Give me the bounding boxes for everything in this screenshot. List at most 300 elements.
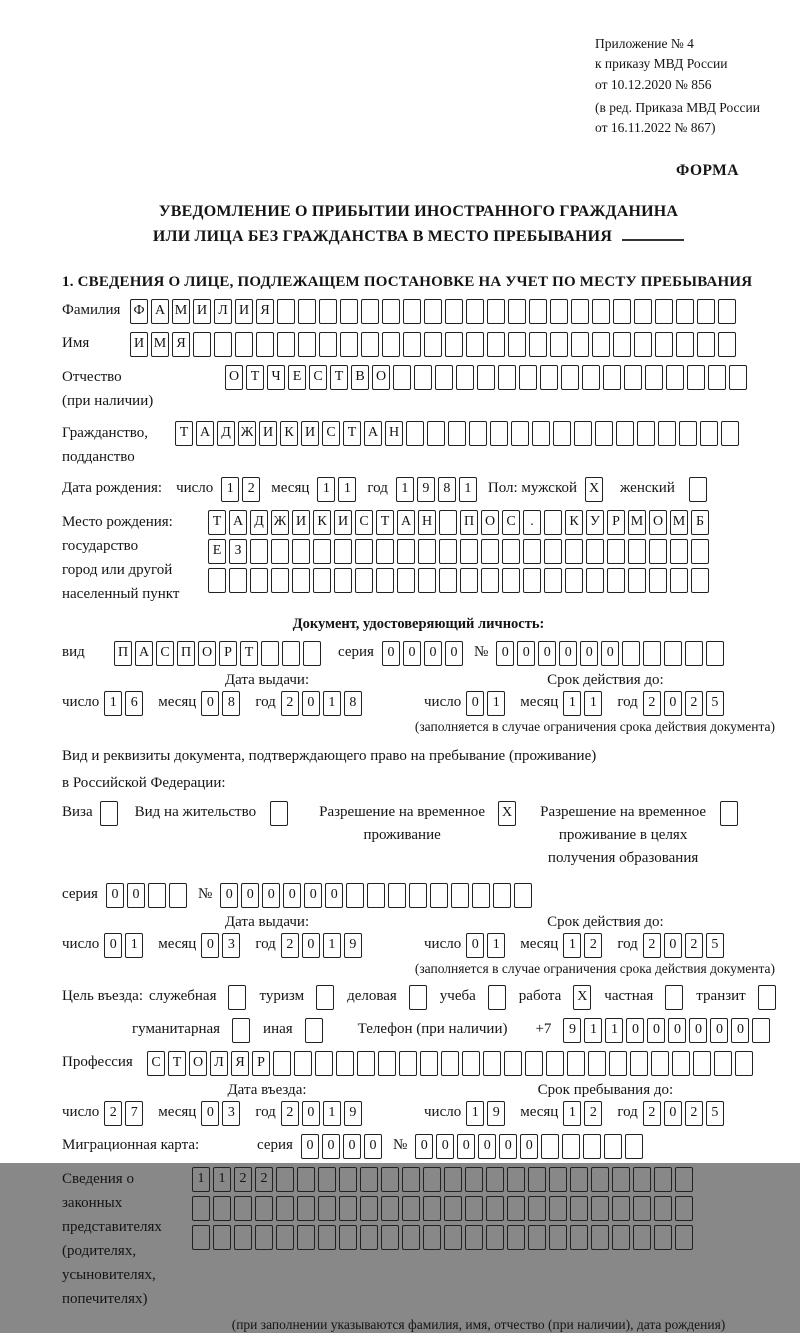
char-box[interactable]: Л: [210, 1051, 228, 1076]
char-box[interactable]: [439, 568, 457, 593]
char-box[interactable]: [193, 332, 211, 357]
char-box[interactable]: 0: [517, 641, 535, 666]
char-box[interactable]: [628, 539, 646, 564]
char-box[interactable]: [100, 801, 118, 826]
char-box[interactable]: .: [523, 510, 541, 535]
char-box[interactable]: 3: [222, 1101, 240, 1126]
char-box[interactable]: [444, 1167, 462, 1192]
char-box[interactable]: Т: [330, 365, 348, 390]
char-box[interactable]: [507, 1225, 525, 1250]
char-box[interactable]: П: [460, 510, 478, 535]
char-box[interactable]: 5: [706, 933, 724, 958]
char-box[interactable]: 0: [520, 1134, 538, 1159]
char-box[interactable]: [613, 332, 631, 357]
char-box[interactable]: [645, 365, 663, 390]
char-box[interactable]: 1: [487, 933, 505, 958]
char-box[interactable]: Д: [217, 421, 235, 446]
char-box[interactable]: [435, 365, 453, 390]
char-box[interactable]: [486, 1167, 504, 1192]
char-box[interactable]: 1: [125, 933, 143, 958]
char-box[interactable]: [523, 539, 541, 564]
char-box[interactable]: Т: [343, 421, 361, 446]
char-box[interactable]: 5: [706, 691, 724, 716]
char-box[interactable]: К: [565, 510, 583, 535]
char-box[interactable]: [588, 1051, 606, 1076]
char-box[interactable]: [706, 641, 724, 666]
char-box[interactable]: 0: [499, 1134, 517, 1159]
char-box[interactable]: [561, 365, 579, 390]
char-box[interactable]: [318, 1225, 336, 1250]
char-box[interactable]: [549, 1167, 567, 1192]
char-box[interactable]: 2: [685, 933, 703, 958]
char-box[interactable]: 0: [415, 1134, 433, 1159]
char-box[interactable]: [271, 568, 289, 593]
char-box[interactable]: [591, 1196, 609, 1221]
char-box[interactable]: 5: [706, 1101, 724, 1126]
char-box[interactable]: 0: [201, 691, 219, 716]
char-box[interactable]: Я: [231, 1051, 249, 1076]
char-box[interactable]: [256, 332, 274, 357]
char-box[interactable]: [261, 641, 279, 666]
char-box[interactable]: [637, 421, 655, 446]
char-box[interactable]: [445, 299, 463, 324]
char-box[interactable]: [418, 568, 436, 593]
char-box[interactable]: [511, 421, 529, 446]
char-box[interactable]: [655, 299, 673, 324]
char-box[interactable]: И: [292, 510, 310, 535]
char-box[interactable]: [234, 1196, 252, 1221]
char-box[interactable]: Р: [252, 1051, 270, 1076]
char-box[interactable]: 6: [125, 691, 143, 716]
char-box[interactable]: [493, 883, 511, 908]
char-box[interactable]: 0: [436, 1134, 454, 1159]
char-box[interactable]: 1: [213, 1167, 231, 1192]
char-box[interactable]: [549, 1196, 567, 1221]
char-box[interactable]: [276, 1167, 294, 1192]
char-box[interactable]: [630, 1051, 648, 1076]
char-box[interactable]: [234, 1225, 252, 1250]
char-box[interactable]: [488, 985, 506, 1010]
char-box[interactable]: [397, 568, 415, 593]
char-box[interactable]: [427, 421, 445, 446]
char-box[interactable]: [483, 1051, 501, 1076]
char-box[interactable]: Т: [208, 510, 226, 535]
char-box[interactable]: [402, 1167, 420, 1192]
char-box[interactable]: [532, 421, 550, 446]
char-box[interactable]: [672, 1051, 690, 1076]
char-box[interactable]: С: [355, 510, 373, 535]
char-box[interactable]: [654, 1225, 672, 1250]
char-box[interactable]: [607, 568, 625, 593]
char-box[interactable]: [758, 985, 776, 1010]
char-box[interactable]: 1: [584, 1018, 602, 1043]
char-box[interactable]: [574, 421, 592, 446]
char-box[interactable]: [604, 1134, 622, 1159]
char-box[interactable]: А: [397, 510, 415, 535]
char-box[interactable]: 2: [255, 1167, 273, 1192]
char-box[interactable]: [528, 1225, 546, 1250]
char-box[interactable]: [232, 1018, 250, 1043]
char-box[interactable]: [729, 365, 747, 390]
char-box[interactable]: [691, 539, 709, 564]
char-box[interactable]: [486, 1196, 504, 1221]
char-box[interactable]: 0: [241, 883, 259, 908]
char-box[interactable]: М: [151, 332, 169, 357]
char-box[interactable]: И: [259, 421, 277, 446]
char-box[interactable]: 1: [605, 1018, 623, 1043]
char-box[interactable]: [462, 1051, 480, 1076]
char-box[interactable]: [298, 299, 316, 324]
char-box[interactable]: 0: [457, 1134, 475, 1159]
char-box[interactable]: [685, 641, 703, 666]
char-box[interactable]: [487, 299, 505, 324]
char-box[interactable]: [583, 1134, 601, 1159]
char-box[interactable]: 0: [478, 1134, 496, 1159]
char-box[interactable]: [541, 1134, 559, 1159]
char-box[interactable]: 1: [563, 933, 581, 958]
char-box[interactable]: 1: [104, 691, 122, 716]
char-box[interactable]: [361, 299, 379, 324]
char-box[interactable]: [546, 1051, 564, 1076]
char-box[interactable]: 1: [221, 477, 239, 502]
char-box[interactable]: [336, 1051, 354, 1076]
char-box[interactable]: [582, 365, 600, 390]
char-box[interactable]: [658, 421, 676, 446]
char-box[interactable]: [466, 299, 484, 324]
char-box[interactable]: [378, 1051, 396, 1076]
char-box[interactable]: 1: [338, 477, 356, 502]
char-box[interactable]: 0: [302, 691, 320, 716]
char-box[interactable]: [297, 1225, 315, 1250]
char-box[interactable]: 2: [643, 691, 661, 716]
char-box[interactable]: [603, 365, 621, 390]
char-box[interactable]: Д: [250, 510, 268, 535]
char-box[interactable]: [528, 1167, 546, 1192]
char-box[interactable]: А: [364, 421, 382, 446]
char-box[interactable]: [292, 539, 310, 564]
char-box[interactable]: [721, 421, 739, 446]
char-box[interactable]: [529, 299, 547, 324]
char-box[interactable]: [643, 641, 661, 666]
char-box[interactable]: [544, 568, 562, 593]
char-box[interactable]: О: [189, 1051, 207, 1076]
char-box[interactable]: К: [313, 510, 331, 535]
char-box[interactable]: [297, 1167, 315, 1192]
char-box[interactable]: Т: [240, 641, 258, 666]
char-box[interactable]: 0: [664, 933, 682, 958]
char-box[interactable]: 0: [325, 883, 343, 908]
char-box[interactable]: 0: [601, 641, 619, 666]
char-box[interactable]: [708, 365, 726, 390]
char-box[interactable]: [271, 539, 289, 564]
char-box[interactable]: [229, 568, 247, 593]
char-box[interactable]: 0: [382, 641, 400, 666]
char-box[interactable]: [346, 883, 364, 908]
char-box[interactable]: Е: [208, 539, 226, 564]
char-box[interactable]: [192, 1196, 210, 1221]
char-box[interactable]: [402, 1225, 420, 1250]
char-box[interactable]: 1: [323, 933, 341, 958]
char-box[interactable]: [633, 1196, 651, 1221]
char-box[interactable]: [592, 299, 610, 324]
char-box[interactable]: X: [585, 477, 603, 502]
char-box[interactable]: [381, 1196, 399, 1221]
char-box[interactable]: Р: [219, 641, 237, 666]
char-box[interactable]: 0: [664, 691, 682, 716]
char-box[interactable]: [540, 365, 558, 390]
char-box[interactable]: О: [649, 510, 667, 535]
char-box[interactable]: У: [586, 510, 604, 535]
char-box[interactable]: [445, 332, 463, 357]
char-box[interactable]: [591, 1167, 609, 1192]
char-box[interactable]: 8: [222, 691, 240, 716]
char-box[interactable]: [382, 299, 400, 324]
char-box[interactable]: [670, 539, 688, 564]
char-box[interactable]: О: [225, 365, 243, 390]
char-box[interactable]: [250, 539, 268, 564]
char-box[interactable]: [277, 299, 295, 324]
char-box[interactable]: [276, 1225, 294, 1250]
char-box[interactable]: [430, 883, 448, 908]
char-box[interactable]: [460, 568, 478, 593]
char-box[interactable]: Т: [168, 1051, 186, 1076]
char-box[interactable]: [305, 1018, 323, 1043]
char-box[interactable]: А: [135, 641, 153, 666]
char-box[interactable]: Н: [418, 510, 436, 535]
char-box[interactable]: [399, 1051, 417, 1076]
char-box[interactable]: Я: [172, 332, 190, 357]
char-box[interactable]: [607, 539, 625, 564]
char-box[interactable]: [360, 1167, 378, 1192]
char-box[interactable]: 2: [281, 1101, 299, 1126]
char-box[interactable]: 3: [222, 933, 240, 958]
char-box[interactable]: [403, 332, 421, 357]
char-box[interactable]: [612, 1196, 630, 1221]
char-box[interactable]: [148, 883, 166, 908]
char-box[interactable]: [486, 1225, 504, 1250]
char-box[interactable]: [612, 1167, 630, 1192]
char-box[interactable]: [718, 332, 736, 357]
char-box[interactable]: 0: [626, 1018, 644, 1043]
char-box[interactable]: [424, 299, 442, 324]
char-box[interactable]: 0: [201, 1101, 219, 1126]
char-box[interactable]: З: [229, 539, 247, 564]
char-box[interactable]: 8: [438, 477, 456, 502]
char-box[interactable]: 8: [344, 691, 362, 716]
char-box[interactable]: [624, 365, 642, 390]
char-box[interactable]: 1: [466, 1101, 484, 1126]
char-box[interactable]: [423, 1167, 441, 1192]
char-box[interactable]: 9: [344, 1101, 362, 1126]
char-box[interactable]: [169, 883, 187, 908]
char-box[interactable]: О: [372, 365, 390, 390]
char-box[interactable]: М: [172, 299, 190, 324]
char-box[interactable]: [406, 421, 424, 446]
char-box[interactable]: 0: [668, 1018, 686, 1043]
char-box[interactable]: [654, 1196, 672, 1221]
char-box[interactable]: [414, 365, 432, 390]
char-box[interactable]: [679, 421, 697, 446]
char-box[interactable]: 1: [563, 1101, 581, 1126]
char-box[interactable]: [567, 1051, 585, 1076]
char-box[interactable]: И: [334, 510, 352, 535]
char-box[interactable]: Л: [214, 299, 232, 324]
char-box[interactable]: 1: [317, 477, 335, 502]
char-box[interactable]: [544, 539, 562, 564]
char-box[interactable]: [565, 539, 583, 564]
char-box[interactable]: [376, 568, 394, 593]
char-box[interactable]: [498, 365, 516, 390]
char-box[interactable]: 9: [344, 933, 362, 958]
char-box[interactable]: Ж: [271, 510, 289, 535]
char-box[interactable]: [444, 1225, 462, 1250]
char-box[interactable]: [360, 1196, 378, 1221]
char-box[interactable]: И: [301, 421, 319, 446]
char-box[interactable]: [469, 421, 487, 446]
char-box[interactable]: 0: [127, 883, 145, 908]
char-box[interactable]: [420, 1051, 438, 1076]
char-box[interactable]: 0: [424, 641, 442, 666]
char-box[interactable]: С: [309, 365, 327, 390]
char-box[interactable]: [550, 332, 568, 357]
char-box[interactable]: [277, 332, 295, 357]
char-box[interactable]: [529, 332, 547, 357]
char-box[interactable]: [693, 1051, 711, 1076]
char-box[interactable]: 2: [281, 933, 299, 958]
char-box[interactable]: 0: [106, 883, 124, 908]
char-box[interactable]: 0: [580, 641, 598, 666]
char-box[interactable]: [439, 510, 457, 535]
char-box[interactable]: [270, 801, 288, 826]
char-box[interactable]: [528, 1196, 546, 1221]
char-box[interactable]: [649, 539, 667, 564]
char-box[interactable]: [676, 299, 694, 324]
char-box[interactable]: [213, 1225, 231, 1250]
char-box[interactable]: 1: [487, 691, 505, 716]
char-box[interactable]: [655, 332, 673, 357]
char-box[interactable]: [313, 568, 331, 593]
char-box[interactable]: 9: [487, 1101, 505, 1126]
char-box[interactable]: М: [670, 510, 688, 535]
char-box[interactable]: П: [114, 641, 132, 666]
char-box[interactable]: [481, 539, 499, 564]
char-box[interactable]: 9: [417, 477, 435, 502]
char-box[interactable]: 2: [685, 691, 703, 716]
char-box[interactable]: 0: [466, 933, 484, 958]
char-box[interactable]: [381, 1167, 399, 1192]
char-box[interactable]: [423, 1225, 441, 1250]
char-box[interactable]: [282, 641, 300, 666]
char-box[interactable]: [255, 1225, 273, 1250]
char-box[interactable]: [591, 1225, 609, 1250]
char-box[interactable]: [294, 1051, 312, 1076]
char-box[interactable]: [250, 568, 268, 593]
char-box[interactable]: [208, 568, 226, 593]
char-box[interactable]: [550, 299, 568, 324]
char-box[interactable]: [255, 1196, 273, 1221]
char-box[interactable]: [571, 299, 589, 324]
char-box[interactable]: [553, 421, 571, 446]
char-box[interactable]: С: [322, 421, 340, 446]
char-box[interactable]: 2: [234, 1167, 252, 1192]
char-box[interactable]: [213, 1196, 231, 1221]
char-box[interactable]: 2: [685, 1101, 703, 1126]
char-box[interactable]: О: [481, 510, 499, 535]
char-box[interactable]: 0: [322, 1134, 340, 1159]
char-box[interactable]: 2: [584, 933, 602, 958]
char-box[interactable]: [700, 421, 718, 446]
char-box[interactable]: [466, 332, 484, 357]
char-box[interactable]: [334, 539, 352, 564]
char-box[interactable]: [622, 641, 640, 666]
char-box[interactable]: [613, 299, 631, 324]
char-box[interactable]: [316, 985, 334, 1010]
char-box[interactable]: [382, 332, 400, 357]
char-box[interactable]: 0: [466, 691, 484, 716]
char-box[interactable]: [441, 1051, 459, 1076]
char-box[interactable]: 0: [710, 1018, 728, 1043]
char-box[interactable]: [340, 332, 358, 357]
char-box[interactable]: [340, 299, 358, 324]
char-box[interactable]: 1: [396, 477, 414, 502]
char-box[interactable]: 0: [496, 641, 514, 666]
char-box[interactable]: Т: [246, 365, 264, 390]
char-box[interactable]: [465, 1196, 483, 1221]
char-box[interactable]: 0: [689, 1018, 707, 1043]
char-box[interactable]: [720, 801, 738, 826]
char-box[interactable]: [481, 568, 499, 593]
char-box[interactable]: Ч: [267, 365, 285, 390]
char-box[interactable]: [616, 421, 634, 446]
char-box[interactable]: [687, 365, 705, 390]
char-box[interactable]: X: [498, 801, 516, 826]
char-box[interactable]: [339, 1225, 357, 1250]
char-box[interactable]: [472, 883, 490, 908]
char-box[interactable]: [465, 1167, 483, 1192]
char-box[interactable]: Т: [175, 421, 193, 446]
char-box[interactable]: [664, 641, 682, 666]
char-box[interactable]: [628, 568, 646, 593]
char-box[interactable]: [697, 332, 715, 357]
char-box[interactable]: [439, 539, 457, 564]
char-box[interactable]: [651, 1051, 669, 1076]
char-box[interactable]: 0: [220, 883, 238, 908]
char-box[interactable]: [361, 332, 379, 357]
char-box[interactable]: [633, 1225, 651, 1250]
char-box[interactable]: [451, 883, 469, 908]
char-box[interactable]: [649, 568, 667, 593]
char-box[interactable]: [507, 1196, 525, 1221]
char-box[interactable]: [319, 332, 337, 357]
char-box[interactable]: [502, 568, 520, 593]
char-box[interactable]: [504, 1051, 522, 1076]
char-box[interactable]: [549, 1225, 567, 1250]
char-box[interactable]: И: [193, 299, 211, 324]
char-box[interactable]: 0: [731, 1018, 749, 1043]
char-box[interactable]: [525, 1051, 543, 1076]
char-box[interactable]: 0: [302, 1101, 320, 1126]
char-box[interactable]: 1: [584, 691, 602, 716]
char-box[interactable]: 0: [283, 883, 301, 908]
char-box[interactable]: [315, 1051, 333, 1076]
char-box[interactable]: [634, 332, 652, 357]
char-box[interactable]: [424, 332, 442, 357]
char-box[interactable]: 0: [304, 883, 322, 908]
char-box[interactable]: [562, 1134, 580, 1159]
char-box[interactable]: 1: [459, 477, 477, 502]
char-box[interactable]: [367, 883, 385, 908]
char-box[interactable]: [595, 421, 613, 446]
